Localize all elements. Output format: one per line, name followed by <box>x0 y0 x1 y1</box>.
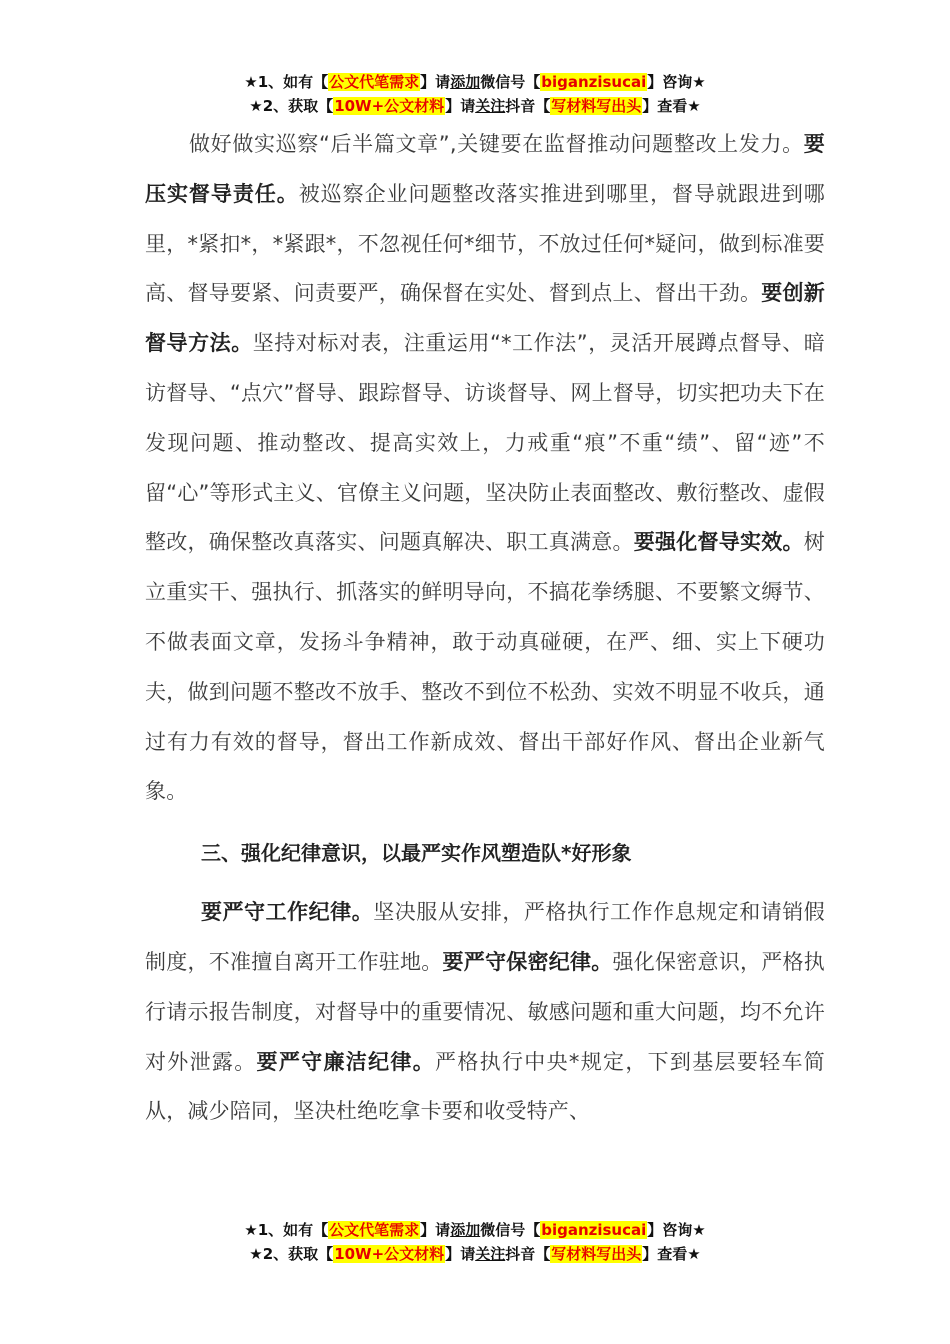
paragraph-discipline <box>145 888 825 1137</box>
banner-text: ★2、获取【 <box>249 1245 334 1263</box>
bold-lead: 要严守工作纪律。 <box>201 900 374 925</box>
banner-text: ★1、如有【 <box>244 1221 329 1239</box>
body-text: 坚持对标对表，注重运用“*工作法”，灵活开展蹲点督导、暗访督导、“点穴”督导、跟踪督导、访谈督导、网上督导，切实把功夫下在发现问题、推动整改、提高实效上，力戒重“痕”不重“绩”、留“迹”不留“心”等形式主义、官僚主义问题，坚决防止表面整改、敷衍整改、虚假整改，确保整改真落实、问题真解决、职工真满意。 <box>145 331 825 555</box>
bold-lead: 要创新督导方法。 <box>145 281 825 356</box>
banner-text: 】咨询★ <box>647 1221 706 1239</box>
banner-line-1 <box>0 1218 950 1242</box>
banner-text: 】请 <box>445 1245 476 1263</box>
banner-highlight: 10W+公文材料 <box>334 97 445 115</box>
body-text: 树立重实干、强执行、抓落实的鲜明导向，不搞花拳绣腿、不要繁文缛节、不做表面文章，发扬斗争精神，敢于动真碰硬，在严、细、实上下硬功夫，做到问题不整改不放手、整改不到位不松劲、实效不明显不收兵，通过有力有效的督导，督出工作新成效、督出干部好作风、督出企业新气象。 <box>145 530 825 804</box>
banner-text: 】请 <box>445 97 476 115</box>
banner-text: 微信号【 <box>480 1221 541 1239</box>
banner-text: ★1、如有【 <box>244 73 329 91</box>
section-heading: 三、强化纪律意识，以最严实作风塑造队*好形象 <box>201 841 632 866</box>
body-text: 被巡察企业问题整改落实推进到哪里，督导就跟进到哪里，*紧扣*，*紧跟*，不忽视任何*细节，不放过任何*疑问，做到标准要高、督导要紧、问责要严，确保督在实处、督到点上、督出干劲。 <box>145 181 825 306</box>
banner-text: 抖音【 <box>505 97 551 115</box>
banner-underline: 关注 <box>475 1245 506 1263</box>
banner-highlight: 写材料写出头 <box>551 97 642 115</box>
banner-highlight: 10W+公文材料 <box>334 1245 445 1263</box>
bold-lead: 要严守廉洁纪律。 <box>256 1049 436 1074</box>
banner-text: 】查看★ <box>642 1245 701 1263</box>
paragraph-supervision <box>145 120 825 817</box>
banner-underline: 添加 <box>450 73 481 91</box>
banner-highlight: 写材料写出头 <box>551 1245 642 1263</box>
footer-banner <box>0 1218 950 1266</box>
banner-line-1 <box>0 70 950 94</box>
body-text: 强化保密意识，严格执行请示报告制度，对督导中的重要情况、敏感问题和重大问题，均不允许对外泄露。 <box>145 949 825 1074</box>
banner-text: 抖音【 <box>505 1245 551 1263</box>
body-text: 严格执行中央*规定，下到基层要轻车简从，减少陪同，坚决杜绝吃拿卡要和收受特产、 <box>145 1049 825 1124</box>
banner-underline: 添加 <box>450 1221 481 1239</box>
banner-line-2 <box>0 1242 950 1266</box>
bold-lead: 要压实督导责任。 <box>145 132 825 206</box>
banner-highlight: 公文代笔需求 <box>329 1221 420 1239</box>
body-text: 坚决服从安排，严格执行工作作息规定和请销假制度，不准擅自离开工作驻地。 <box>145 900 825 974</box>
bold-lead: 要严守保密纪律。 <box>442 949 613 974</box>
banner-underline: 关注 <box>475 97 506 115</box>
banner-text: 微信号【 <box>480 73 541 91</box>
banner-text: 】查看★ <box>642 97 701 115</box>
banner-highlight: biganzisucai <box>541 1221 647 1239</box>
banner-line-2 <box>0 94 950 118</box>
document-body <box>145 120 825 1137</box>
banner-highlight: biganzisucai <box>541 73 647 91</box>
body-text: 做好做实巡察“后半篇文章”,关键要在监督推动问题整改上发力。 <box>189 132 804 156</box>
banner-text: 】请 <box>420 73 451 91</box>
header-banner <box>0 70 950 118</box>
bold-lead: 要强化督导实效。 <box>633 530 804 555</box>
banner-text: 】咨询★ <box>647 73 706 91</box>
banner-text: 】请 <box>420 1221 451 1239</box>
banner-highlight: 公文代笔需求 <box>329 73 420 91</box>
banner-text: ★2、获取【 <box>249 97 334 115</box>
